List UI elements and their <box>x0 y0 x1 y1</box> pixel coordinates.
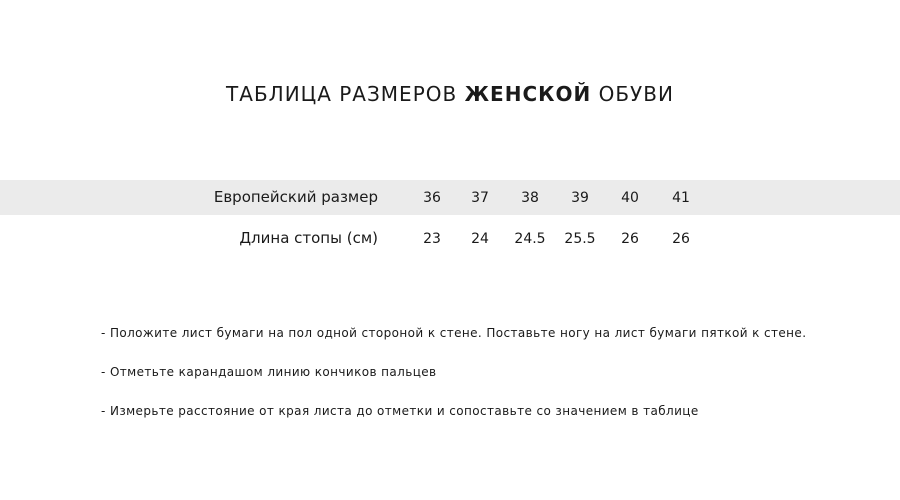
table-row-foot-length <box>0 221 900 256</box>
row-label-eu-size: Европейский размер <box>213 188 378 206</box>
table-cell: 24.5 <box>514 231 546 247</box>
title-prefix: ТАБЛИЦА РАЗМЕРОВ <box>226 82 458 106</box>
table-cell: 41 <box>672 190 690 206</box>
instruction-item: - Измерьте расстояние от края листа до отметки и сопоставьте со значением в таблице <box>101 404 699 418</box>
table-cell: 37 <box>471 190 489 206</box>
table-cell: 24 <box>471 231 489 247</box>
title-suffix: ОБУВИ <box>598 82 674 106</box>
row-label-foot-length: Длина стопы (см) <box>239 229 378 247</box>
table-cell: 36 <box>423 190 441 206</box>
table-cell: 26 <box>672 231 690 247</box>
table-cell: 25.5 <box>564 231 596 247</box>
page-title <box>0 80 900 108</box>
table-cell: 26 <box>621 231 639 247</box>
title-emphasis: ЖЕНСКОЙ <box>464 82 592 106</box>
table-cell: 40 <box>621 190 639 206</box>
table-cell: 23 <box>423 231 441 247</box>
table-row-eu-size <box>0 180 900 215</box>
instructions-list <box>101 322 891 439</box>
table-cell: 38 <box>521 190 539 206</box>
instruction-item: - Положите лист бумаги на пол одной стороной к стене. Поставьте ногу на лист бумаги пяткой к стене. <box>101 326 807 340</box>
table-cell: 39 <box>571 190 589 206</box>
instruction-item: - Отметьте карандашом линию кончиков пальцев <box>101 365 437 379</box>
